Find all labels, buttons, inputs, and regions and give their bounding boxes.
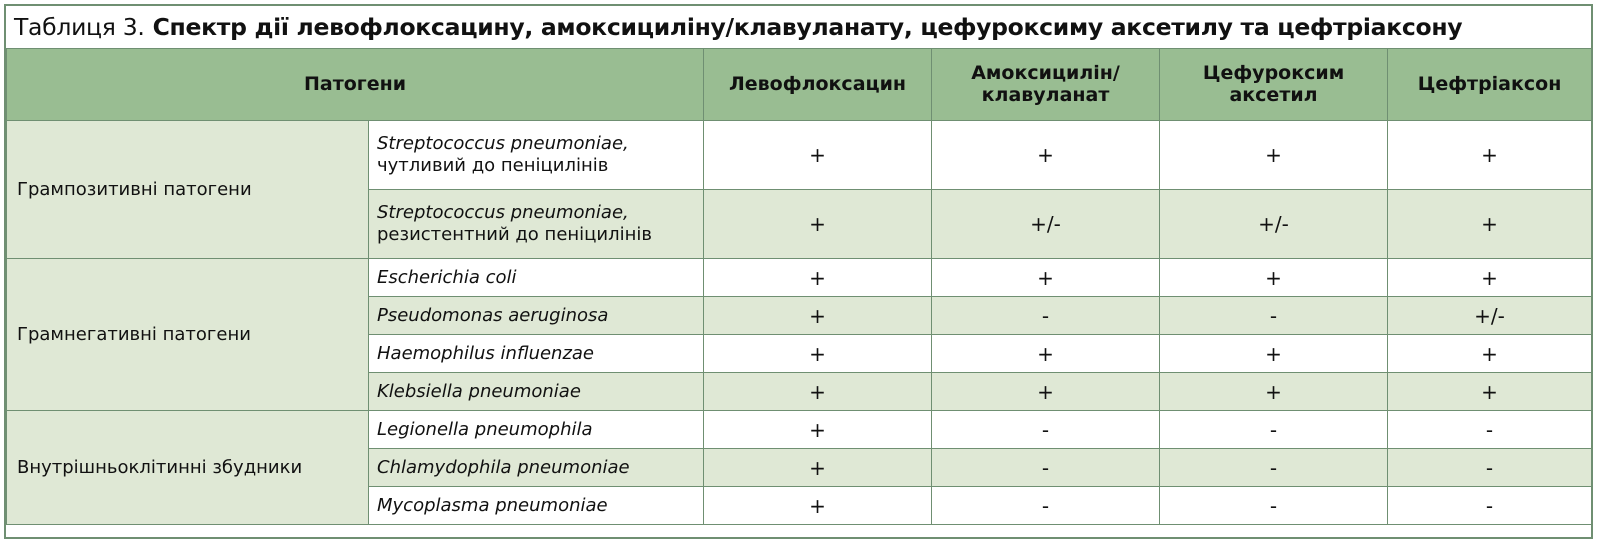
pathogen-cell — [369, 259, 704, 297]
pathogen-name: Streptococcus pneumoniae, — [377, 133, 629, 155]
pathogen-cell — [369, 487, 704, 525]
activity-value: + — [704, 411, 932, 449]
header-cefuroxime — [1160, 49, 1388, 121]
table-row — [7, 411, 1592, 449]
activity-value: - — [1160, 411, 1388, 449]
activity-value: + — [1160, 373, 1388, 411]
activity-value: + — [1160, 121, 1388, 190]
pathogen-cell — [369, 449, 704, 487]
activity-value: + — [704, 373, 932, 411]
pathogen-cell — [369, 190, 704, 259]
activity-value: + — [1160, 259, 1388, 297]
activity-value: + — [1160, 335, 1388, 373]
activity-value: - — [1160, 487, 1388, 525]
header-amoxicillin — [932, 49, 1160, 121]
group-label: Внутрішньоклітинні збудники — [7, 411, 369, 525]
table-caption: Спектр дії левофлоксацину, амоксициліну/клавуланату, цефуроксиму аксетилу та цефтріаксону — [152, 13, 1463, 41]
pathogen-name: Chlamydophila pneumoniae — [377, 456, 630, 478]
activity-value: + — [704, 449, 932, 487]
header-ceftriaxone: Цефтріаксон — [1388, 49, 1592, 121]
activity-value: + — [704, 121, 932, 190]
activity-value: + — [704, 190, 932, 259]
pathogen-cell — [369, 373, 704, 411]
header-pathogens: Патогени — [7, 49, 704, 121]
activity-value: + — [932, 373, 1160, 411]
header-amoxicillin-line1: Амоксицилін/ — [971, 61, 1120, 84]
activity-value: + — [1388, 335, 1592, 373]
activity-value: + — [1388, 259, 1592, 297]
activity-value: + — [1388, 121, 1592, 190]
activity-value: + — [932, 121, 1160, 190]
activity-value: + — [932, 259, 1160, 297]
activity-value: + — [704, 259, 932, 297]
pathogen-cell — [369, 335, 704, 373]
table-frame — [4, 4, 1593, 539]
activity-value: - — [932, 449, 1160, 487]
header-levofloxacin: Левофлоксацин — [704, 49, 932, 121]
group-label: Грампозитивні патогени — [7, 121, 369, 259]
pathogen-cell — [369, 411, 704, 449]
activity-value: - — [1160, 449, 1388, 487]
pathogen-name: Pseudomonas aeruginosa — [377, 304, 609, 326]
pathogen-name: Streptococcus pneumoniae, — [377, 202, 629, 224]
table-body — [7, 121, 1592, 525]
activity-value: - — [1388, 487, 1592, 525]
header-cefuroxime-line1: Цефуроксим — [1202, 61, 1345, 84]
spectrum-table — [6, 48, 1592, 525]
pathogen-name: Klebsiella pneumoniae — [377, 380, 581, 402]
pathogen-name: Escherichia coli — [377, 266, 517, 288]
activity-value: - — [1388, 449, 1592, 487]
activity-value: - — [1388, 411, 1592, 449]
activity-value: + — [704, 297, 932, 335]
pathogen-name: Haemophilus influenzae — [377, 342, 595, 364]
activity-value: +/- — [932, 190, 1160, 259]
activity-value: +/- — [1388, 297, 1592, 335]
group-label: Грамнегативні патогени — [7, 259, 369, 411]
pathogen-cell — [369, 121, 704, 190]
activity-value: - — [932, 411, 1160, 449]
pathogen-note: резистентний до пеніцилінів — [377, 224, 652, 245]
activity-value: + — [704, 487, 932, 525]
pathogen-name: Mycoplasma pneumoniae — [377, 494, 608, 516]
pathogen-cell — [369, 297, 704, 335]
activity-value: + — [932, 335, 1160, 373]
table-number: Таблиця 3. — [14, 13, 145, 41]
header-amoxicillin-line2: клавуланат — [981, 83, 1110, 106]
header-cefuroxime-line2: аксетил — [1229, 83, 1318, 106]
activity-value: - — [932, 297, 1160, 335]
table-title — [6, 6, 1591, 48]
table-row — [7, 259, 1592, 297]
activity-value: +/- — [1160, 190, 1388, 259]
header-row — [7, 49, 1592, 121]
activity-value: - — [1160, 297, 1388, 335]
table-row — [7, 121, 1592, 190]
pathogen-name: Legionella pneumophila — [377, 418, 593, 440]
activity-value: - — [932, 487, 1160, 525]
activity-value: + — [704, 335, 932, 373]
activity-value: + — [1388, 373, 1592, 411]
activity-value: + — [1388, 190, 1592, 259]
pathogen-note: чутливий до пеніцилінів — [377, 155, 609, 176]
